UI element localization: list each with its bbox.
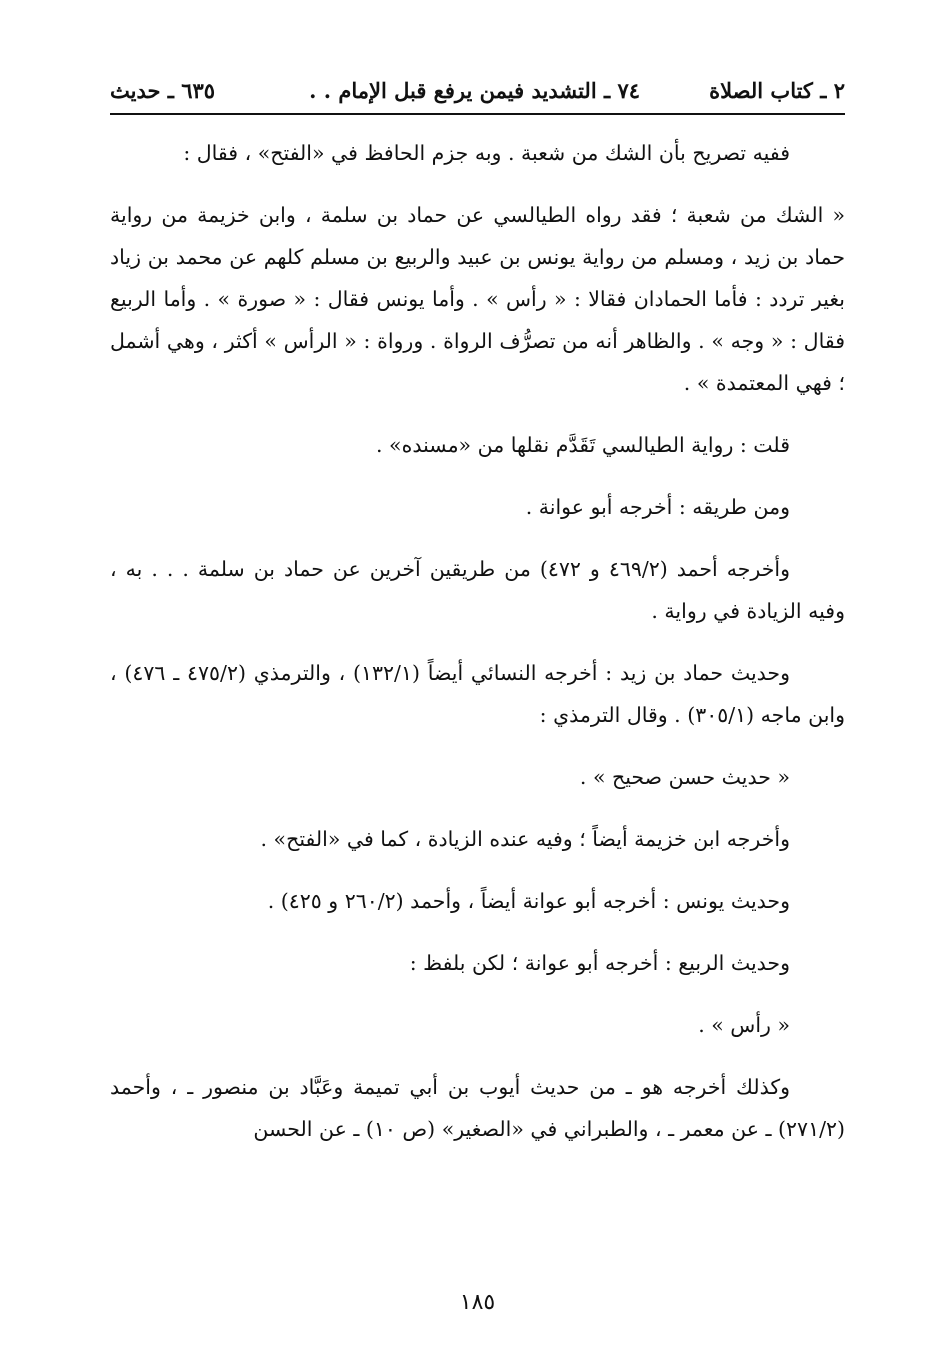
paragraph-yunus: وحديث يونس : أخرجه أبو عوانة أيضاً ، وأحمد (٢٦٠/٢ و ٤٢٥) . bbox=[267, 889, 790, 913]
header-section: ٧٤ ـ التشديد فيمن يرفع قبل الإمام . . bbox=[309, 78, 640, 103]
header-hadith-number: ٦٣٥ ـ حديث bbox=[110, 78, 216, 103]
page-number: ١٨٥ bbox=[459, 1290, 496, 1315]
paragraph-tirmidhi-quote: « حديث حسن صحيح » . bbox=[579, 765, 790, 789]
page-body bbox=[110, 132, 845, 1170]
book-page bbox=[110, 70, 845, 1350]
header-chapter: ٢ ـ كتاب الصلاة bbox=[709, 78, 845, 103]
paragraph-ibn-khuzayma: وأخرجه ابن خزيمة أيضاً ؛ وفيه عنده الزيادة ، كما في «الفتح» . bbox=[260, 827, 790, 851]
paragraph-ras-quote: « رأس » . bbox=[698, 1013, 790, 1037]
paragraph-ayyub: وكذلك أخرجه هو ـ من حديث أيوب بن أبي تميمة وعَبَّاد بن منصور ـ ، وأحمد (٢٧١/٢) ـ عن معمر ـ ، والطبراني في «الصغير» (ص ١٠) ـ عن الحسن bbox=[110, 1075, 845, 1141]
paragraph-abu-awana: ومن طريقه : أخرجه أبو عوانة . bbox=[525, 495, 790, 519]
paragraph-rabi: وحديث الربيع : أخرجه أبو عوانة ؛ لكن بلفظ : bbox=[409, 951, 790, 975]
paragraph-hammad-ibn-zayd: وحديث حماد بن زيد : أخرجه النسائي أيضاً (١٣٢/١) ، والترمذي (٤٧٥/٢ ـ ٤٧٦) ، وابن ماجه (٣٠٥/١) . وقال الترمذي : bbox=[110, 661, 845, 727]
paragraph-ahmad: وأخرجه أحمد (٤٦٩/٢ و ٤٧٢) من طريقين آخرين عن حماد بن سلمة . . . به ، وفيه الزيادة في رواية . bbox=[110, 557, 845, 623]
paragraph-tayalisi: قلت : رواية الطيالسي تَقَدَّم نقلها من «مسنده» . bbox=[376, 433, 790, 457]
paragraph-fath-intro: ففيه تصريح بأن الشك من شعبة . وبه جزم الحافظ في «الفتح» ، فقال : bbox=[183, 141, 790, 165]
header-divider bbox=[110, 113, 845, 115]
paragraph-fath-quote: « الشك من شعبة ؛ فقد رواه الطيالسي عن حماد بن سلمة ، وابن خزيمة من رواية حماد بن زيد ، ومسلم من رواية يونس بن عبيد والربيع بن مسلم كلهم عن محمد بن زياد بغير تردد : فأما الحمادان فقالا : « رأس » . وأما يونس فقال : « صورة » . وأما الربيع فقال : « وجه » . والظاهر أنه من تصرُّف الرواة . ورواة : « الرأس » أكثر ، وهي أشمل ؛ فهي المعتمدة » . bbox=[110, 203, 845, 395]
running-header bbox=[110, 78, 845, 114]
